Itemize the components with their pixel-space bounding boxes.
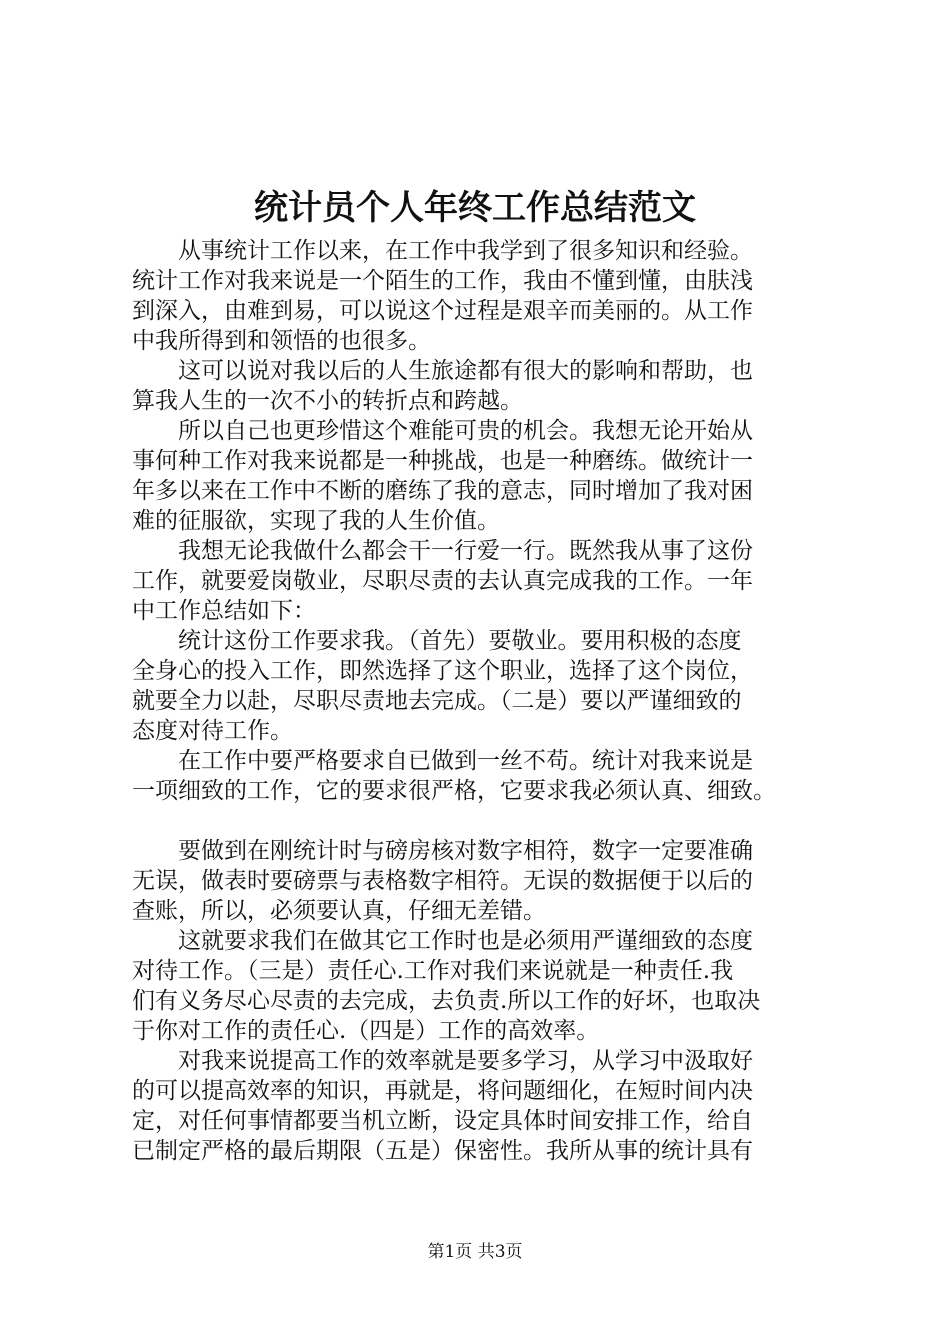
text-line: 的可以提高效率的知识，再就是，将问题细化，在短时间内决: [132, 1078, 753, 1104]
body-block-b: [132, 836, 832, 1166]
text-line: 算我人生的一次不小的转折点和跨越。: [132, 388, 523, 414]
text-line: 对待工作。（三是）责任心.工作对我们来说就是一种责任.我: [132, 958, 734, 984]
text-line: 从事统计工作以来，在工作中我学到了很多知识和经验。: [132, 238, 753, 264]
text-line: 这可以说对我以后的人生旅途都有很大的影响和帮助，也: [132, 358, 753, 384]
text-line: 这就要求我们在做其它工作时也是必须用严谨细致的态度: [132, 928, 753, 954]
text-line: 中我所得到和领悟的也很多。: [132, 328, 431, 354]
text-line: 们有义务尽心尽责的去完成，去负责.所以工作的好坏，也取决: [132, 988, 761, 1014]
paragraph-gap: [132, 806, 832, 836]
text-line: 已制定严格的最后期限（五是）保密性。我所从事的统计具有: [132, 1138, 753, 1164]
page-number-footer: 第1页 共3页: [427, 1242, 523, 1262]
text-line: 我想无论我做什么都会干一行爱一行。既然我从事了这份: [132, 538, 753, 564]
text-line: 一项细致的工作，它的要求很严格，它要求我必须认真、细致。: [132, 778, 776, 804]
body-block-a: [132, 236, 832, 806]
text-line: 于你对工作的责任心.（四是）工作的高效率。: [132, 1018, 600, 1044]
text-line: 无误，做表时要磅票与表格数字相符。无误的数据便于以后的: [132, 868, 753, 894]
text-line: 事何种工作对我来说都是一种挑战，也是一种磨练。做统计一: [132, 448, 753, 474]
text-line: 统计工作对我来说是一个陌生的工作，我由不懂到懂，由肤浅: [132, 268, 753, 294]
text-line: 全身心的投入工作，即然选择了这个职业，选择了这个岗位，: [132, 658, 753, 684]
document-body: [132, 236, 832, 1166]
text-line: 难的征服欲，实现了我的人生价值。: [132, 508, 500, 534]
text-line: 查账，所以，必须要认真，仔细无差错。: [132, 898, 546, 924]
text-line: 对我来说提高工作的效率就是要多学习，从学习中汲取好: [132, 1048, 753, 1074]
text-line: 态度对待工作。: [132, 718, 293, 744]
text-line: 定，对任何事情都要当机立断，设定具体时间安排工作，给自: [132, 1108, 753, 1134]
text-line: 所以自己也更珍惜这个难能可贵的机会。我想无论开始从: [132, 418, 753, 444]
text-line: 统计这份工作要求我。（首先）要敬业。要用积极的态度: [132, 628, 742, 654]
text-line: 年多以来在工作中不断的磨练了我的意志，同时增加了我对困: [132, 478, 753, 504]
text-line: 中工作总结如下：: [132, 598, 316, 624]
text-line: 在工作中要严格要求自已做到一丝不苟。统计对我来说是: [132, 748, 753, 774]
text-line: 要做到在刚统计时与磅房核对数字相符，数字一定要准确: [132, 838, 753, 864]
text-line: 到深入，由难到易，可以说这个过程是艰辛而美丽的。从工作: [132, 298, 753, 324]
text-line: 工作，就要爱岗敬业，尽职尽责的去认真完成我的工作。一年: [132, 568, 753, 594]
document-title: 统计员个人年终工作总结范文: [254, 188, 696, 228]
text-line: 就要全力以赴，尽职尽责地去完成。（二是）要以严谨细致的: [132, 688, 742, 714]
